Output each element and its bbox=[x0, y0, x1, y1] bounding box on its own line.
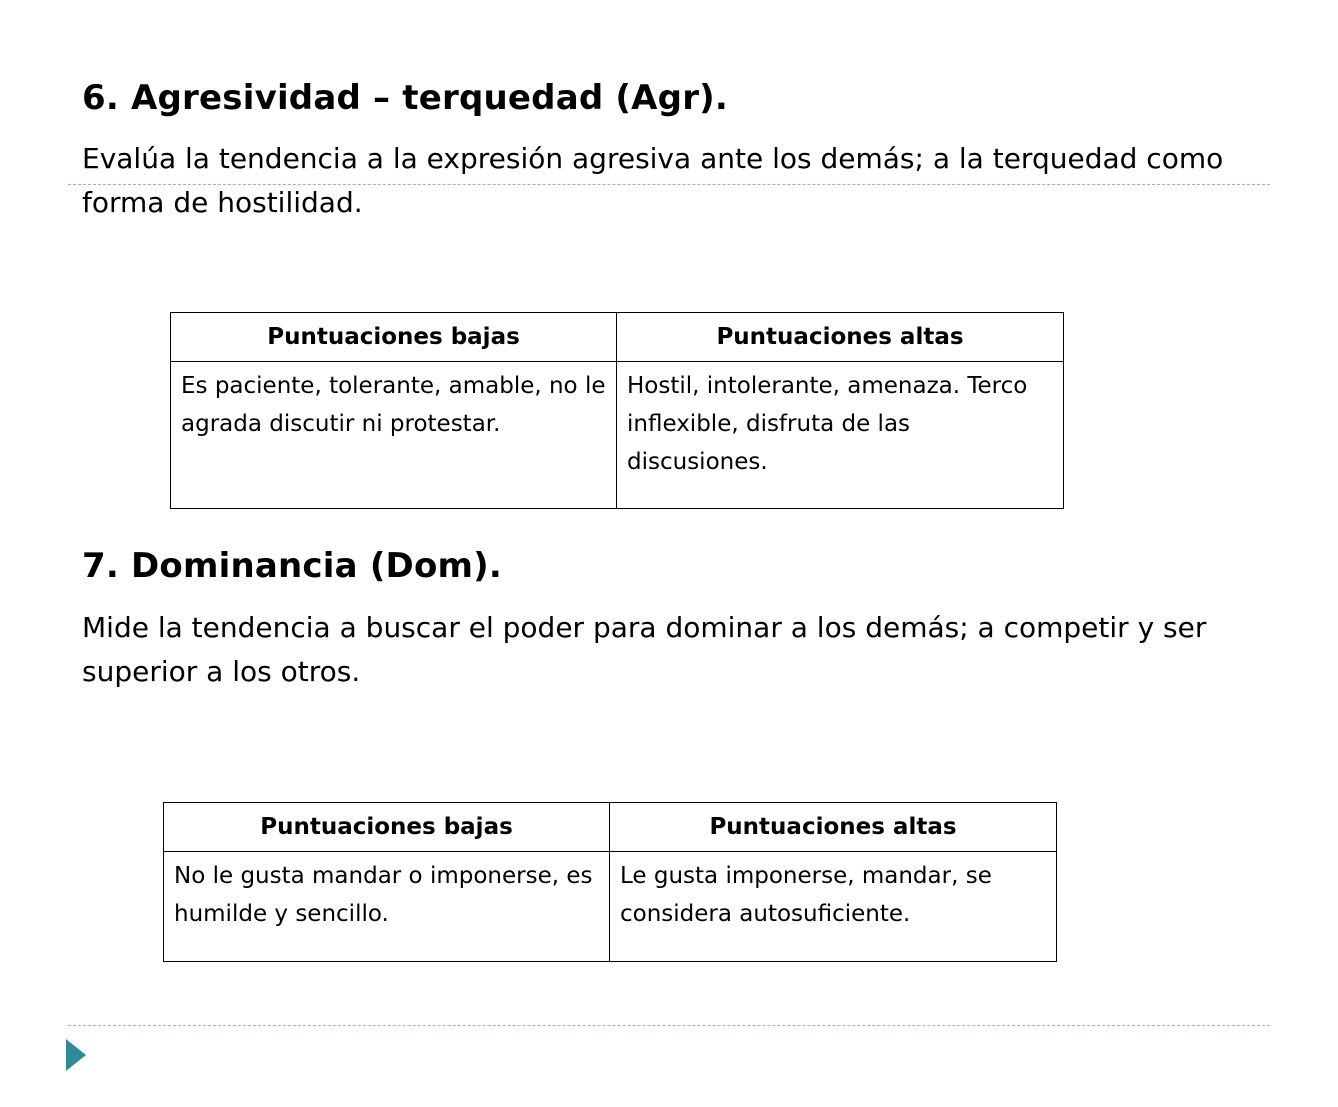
section-6-description: Evalúa la tendencia a la expresión agresiva ante los demás; a la terquedad como forma de hostilidad. bbox=[82, 142, 1224, 219]
low-scores-cell: No le gusta mandar o imponerse, es humilde y sencillo. bbox=[164, 852, 610, 962]
bottom-divider bbox=[68, 1025, 1270, 1026]
section-6-score-table bbox=[170, 312, 1064, 509]
section-7-description: Mide la tendencia a buscar el poder para dominar a los demás; a competir y ser superior a los otros. bbox=[82, 611, 1207, 688]
section-7-score-table bbox=[163, 802, 1057, 962]
low-scores-header: Puntuaciones bajas bbox=[171, 313, 617, 362]
high-scores-header: Puntuaciones altas bbox=[617, 313, 1064, 362]
low-scores-cell: Es paciente, tolerante, amable, no le agrada discutir ni protestar. bbox=[171, 362, 617, 509]
section-7-title: 7. Dominancia (Dom). bbox=[82, 546, 503, 586]
high-scores-header: Puntuaciones altas bbox=[610, 803, 1057, 852]
high-scores-cell: Hostil, intolerante, amenaza. Terco inflexible, disfruta de las discusiones. bbox=[617, 362, 1064, 509]
low-scores-header: Puntuaciones bajas bbox=[164, 803, 610, 852]
section-6-title: 6. Agresividad – terquedad (Agr). bbox=[82, 78, 729, 118]
triangle-bullet-icon bbox=[66, 1039, 86, 1071]
high-scores-cell: Le gusta imponerse, mandar, se considera autosuficiente. bbox=[610, 852, 1057, 962]
table-header-row bbox=[164, 803, 1057, 852]
table-header-row bbox=[171, 313, 1064, 362]
table-row bbox=[164, 852, 1057, 962]
table-row bbox=[171, 362, 1064, 509]
